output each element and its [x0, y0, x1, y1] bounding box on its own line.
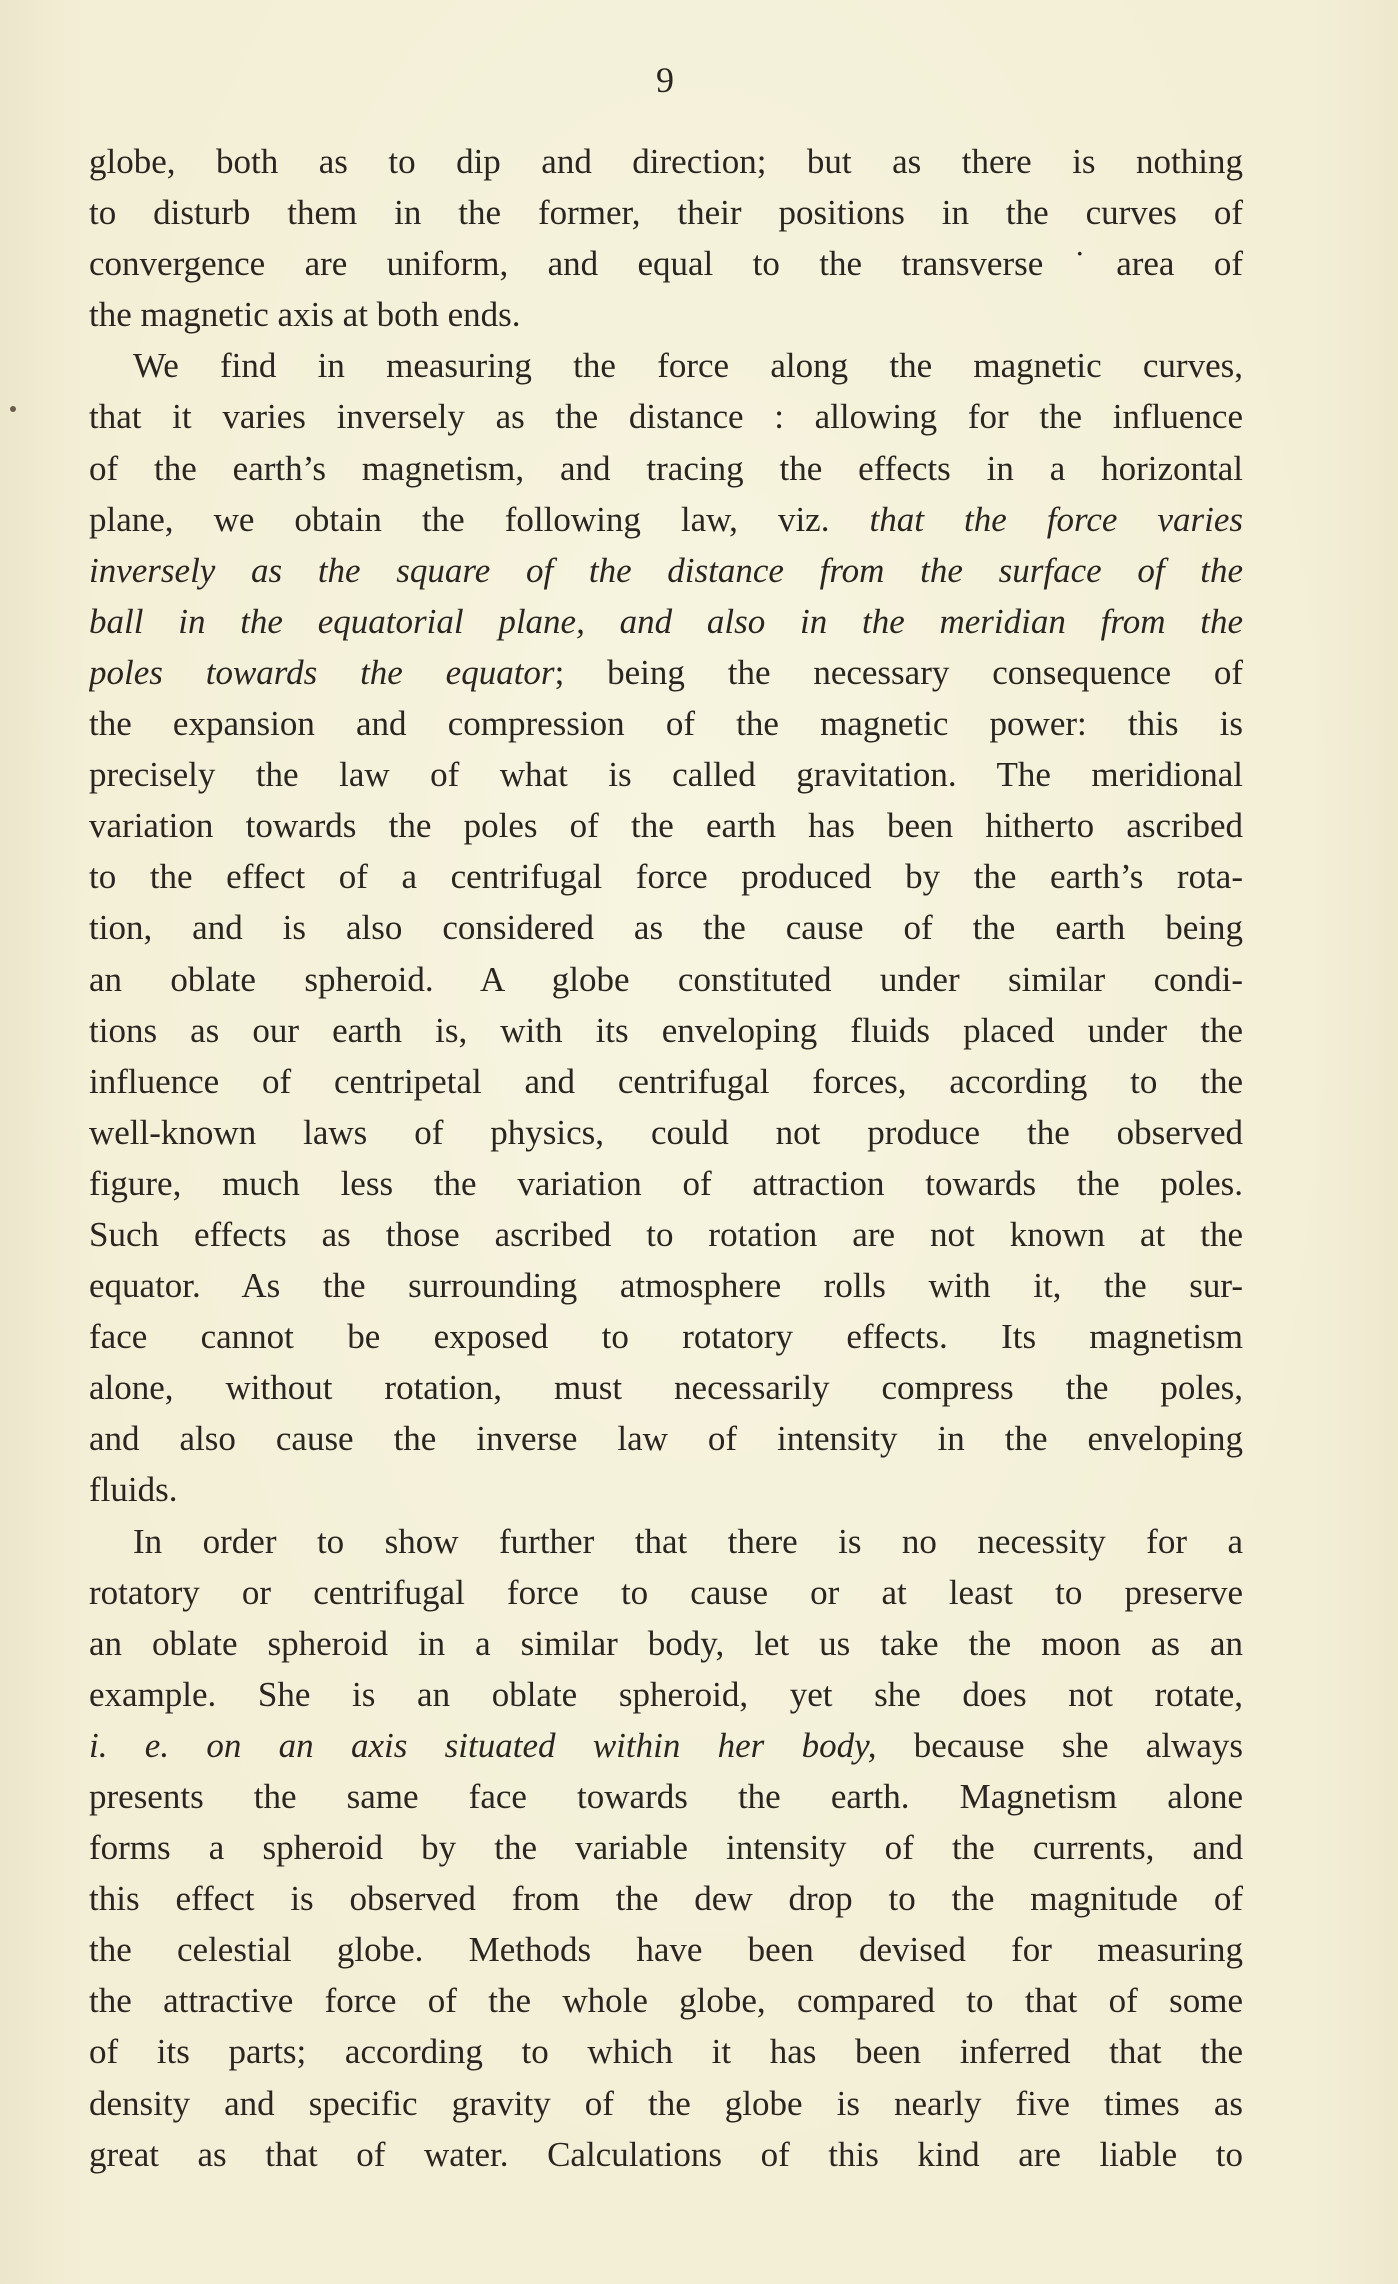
- text-segment: the expansion and compression of the magnetic power: this is: [89, 704, 1243, 744]
- text-segment: ; being the necessary consequence of: [554, 652, 1243, 692]
- text-segment: equator. As the surrounding atmosphere rolls with it, the sur-: [89, 1266, 1243, 1306]
- text-line: [89, 647, 1243, 698]
- text-segment: variation towards the poles of the earth has been hitherto ascribed: [89, 806, 1243, 846]
- text-line: [89, 1924, 1243, 1975]
- text-line: [89, 1260, 1243, 1311]
- text-segment: globe, both as to dip and direction; but as there is nothing: [89, 142, 1243, 181]
- text-segment: precisely the law of what is called gravitation. The meridional: [89, 755, 1243, 795]
- text-segment: rotatory or centrifugal force to cause or at least to preserve: [89, 1572, 1243, 1612]
- text-segment: to disturb them in the former, their positions in the curves of: [89, 193, 1243, 233]
- text-segment: this effect is observed from the dew drop to the magnitude of: [89, 1879, 1243, 1919]
- text-segment: fluids.: [89, 1470, 178, 1510]
- text-line: [89, 2078, 1243, 2129]
- text-segment: tion, and is also considered as the cause of the earth being: [89, 908, 1243, 948]
- text-segment: Such effects as those ascribed to rotation are not known at the: [89, 1214, 1243, 1254]
- text-segment: influence of centripetal and centrifugal forces, according to the: [89, 1061, 1243, 1101]
- text-line: [89, 1413, 1243, 1464]
- text-line: [89, 698, 1243, 749]
- text-line: [89, 2026, 1243, 2077]
- text-line: [89, 1618, 1243, 1669]
- text-segment: an oblate spheroid in a similar body, let us take the moon as an: [89, 1623, 1243, 1663]
- text-line: [89, 136, 1243, 187]
- italic-text: poles towards the equator: [89, 652, 555, 692]
- text-line: [89, 1362, 1243, 1413]
- text-line: [89, 391, 1243, 442]
- text-segment: great as that of water. Calculations of this kind are liable to: [89, 2134, 1243, 2174]
- text-segment: convergence are uniform, and equal to the transverse˙area of: [89, 244, 1243, 284]
- page-number: 9: [656, 60, 674, 100]
- text-segment: that it varies inversely as the distance : allowing for the influence: [89, 397, 1243, 437]
- text-line: [89, 2129, 1243, 2180]
- text-segment: example. She is an oblate spheroid, yet she does not rotate,: [89, 1674, 1243, 1714]
- text-line: [89, 596, 1243, 647]
- text-segment: tions as our earth is, with its enveloping fluids placed under the: [89, 1010, 1243, 1050]
- text-line: [89, 800, 1243, 851]
- text-segment: the celestial globe. Methods have been devised for measuring: [89, 1930, 1243, 1970]
- text-segment: and also cause the inverse law of intensity in the enveloping: [89, 1419, 1243, 1459]
- text-segment: density and specific gravity of the globe is nearly five times as: [89, 2083, 1243, 2123]
- text-segment: well-known laws of physics, could not produce the observed: [89, 1112, 1243, 1152]
- text-line: [89, 1669, 1243, 1720]
- text-line: [89, 1975, 1243, 2026]
- text-line: [89, 494, 1243, 545]
- text-segment: face cannot be exposed to rotatory effects. Its magnetism: [89, 1317, 1243, 1357]
- text-segment: We find in measuring the force along the magnetic curves,: [133, 346, 1243, 386]
- text-line: [89, 1158, 1243, 1209]
- text-segment: to the effect of a centrifugal force produced by the earth’s rota-: [89, 857, 1243, 897]
- text-segment: an oblate spheroid. A globe constituted under similar condi-: [89, 959, 1243, 999]
- text-line: [89, 1056, 1243, 1107]
- text-line: [89, 340, 1243, 391]
- italic-text: inversely as the square of the distance from the surface of the: [89, 550, 1243, 590]
- italic-text: ball in the equatorial plane, and also in the meridian from the: [89, 601, 1243, 641]
- text-segment: alone, without rotation, must necessarily compress the poles,: [89, 1368, 1243, 1408]
- margin-mark: [10, 406, 16, 412]
- text-line: [89, 1822, 1243, 1873]
- text-line: [89, 1516, 1243, 1567]
- italic-text: that the force varies: [869, 499, 1243, 539]
- text-line: [89, 1720, 1243, 1771]
- body-text: [89, 136, 1243, 2180]
- text-line: [89, 443, 1243, 494]
- text-line: [89, 749, 1243, 800]
- text-line: [89, 954, 1243, 1005]
- text-line: [89, 1311, 1243, 1362]
- text-line: [89, 1005, 1243, 1056]
- text-segment: the attractive force of the whole globe, compared to that of some: [89, 1981, 1243, 2021]
- italic-text: i. e. on an axis situated within her body,: [89, 1725, 877, 1765]
- text-segment: because she always: [876, 1725, 1243, 1765]
- text-line: [89, 902, 1243, 953]
- text-line: [89, 1107, 1243, 1158]
- text-segment: forms a spheroid by the variable intensity of the currents, and: [89, 1828, 1243, 1868]
- text-segment: plane, we obtain the following law, viz.: [89, 499, 870, 539]
- text-line: [89, 289, 1243, 340]
- text-line: [89, 1209, 1243, 1260]
- text-line: [89, 545, 1243, 596]
- text-line: [89, 1464, 1243, 1515]
- text-line: [89, 238, 1243, 289]
- text-line: [89, 187, 1243, 238]
- text-segment: figure, much less the variation of attraction towards the poles.: [89, 1163, 1243, 1203]
- text-line: [89, 851, 1243, 902]
- text-line: [89, 1567, 1243, 1618]
- text-segment: In order to show further that there is no necessity for a: [133, 1521, 1243, 1561]
- text-segment: of the earth’s magnetism, and tracing the effects in a horizontal: [89, 448, 1243, 488]
- text-segment: presents the same face towards the earth. Magnetism alone: [89, 1777, 1243, 1816]
- text-line: [89, 1873, 1243, 1924]
- text-segment: the magnetic axis at both ends.: [89, 295, 521, 335]
- text-line: [89, 1771, 1243, 1822]
- text-segment: of its parts; according to which it has been inferred that the: [89, 2032, 1243, 2072]
